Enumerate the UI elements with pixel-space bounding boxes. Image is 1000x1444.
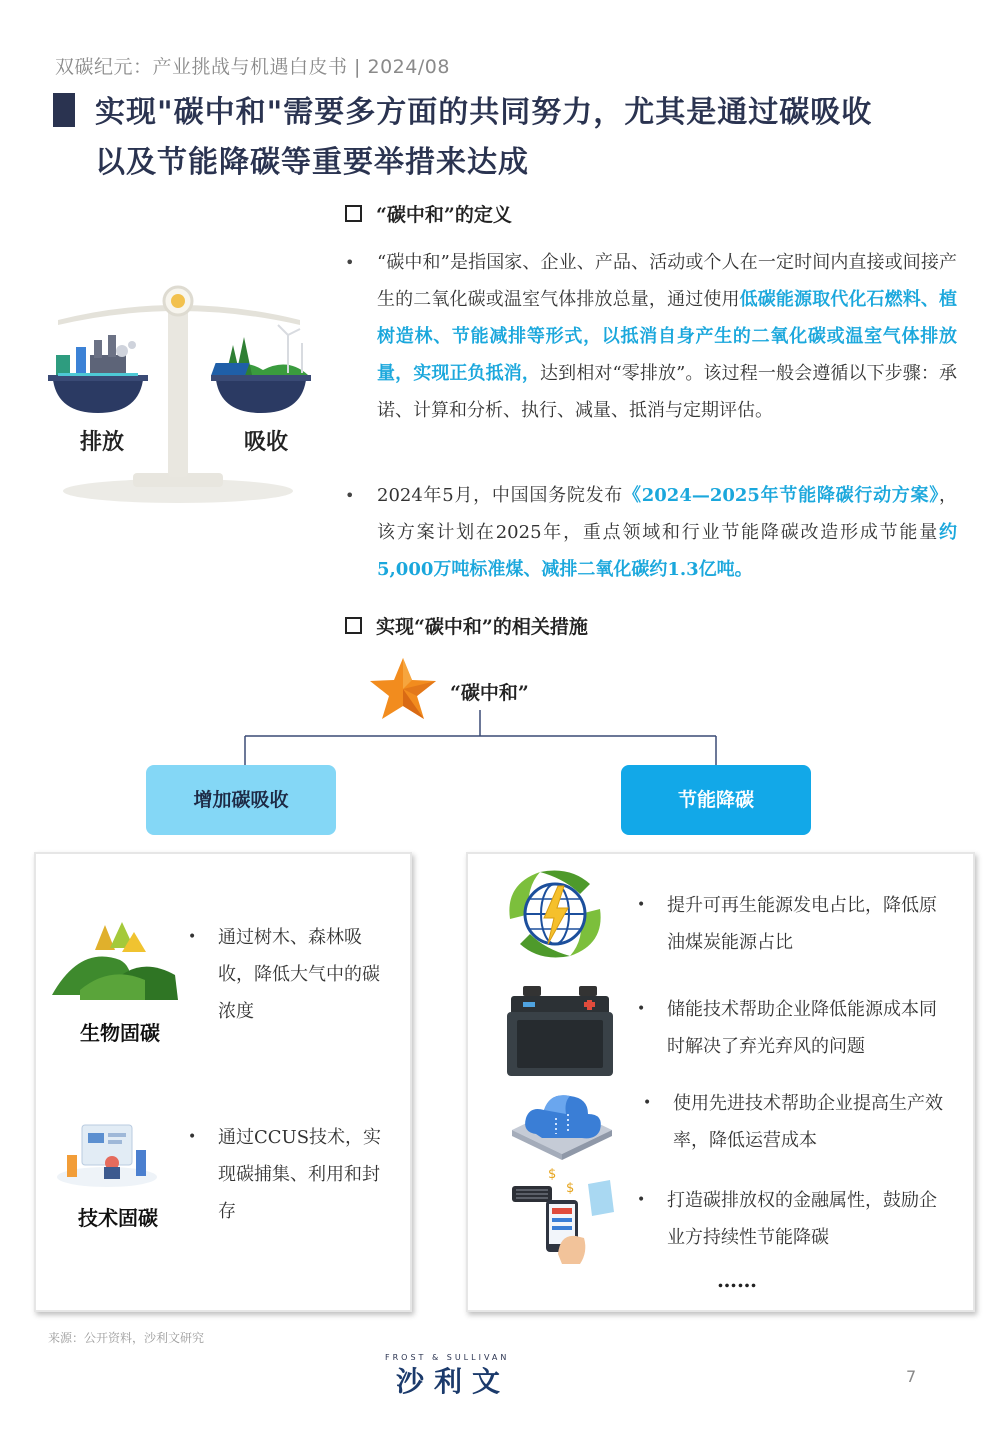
- renewable-energy-icon: [211, 325, 311, 413]
- bio-sequestration-text: • 通过树木、森林吸收，降低大气中的碳浓度: [188, 919, 393, 1030]
- definition-bullet-1: [345, 244, 957, 429]
- factory-icon: [48, 335, 148, 413]
- tree-connector: [240, 710, 720, 770]
- category-increase-absorption: 增加碳吸收: [146, 765, 336, 835]
- page-title: [95, 88, 955, 188]
- definition-text-1: “碳中和”是指国家、企业、产品、活动或个人在一定时间内直接或间接产生的二氧化碳或温室气体排放总量，通过使用: [377, 252, 957, 310]
- policy-text-2: ，该方案计划在2025年，重点领域和行业节能降碳改造形成节能量: [377, 485, 957, 543]
- logo-en-text: FROST & SULLIVAN: [385, 1353, 510, 1362]
- checkbox-square-icon: [345, 205, 362, 222]
- title-line-2: 以及节能降碳等重要举措来达成: [95, 145, 529, 180]
- bullet-dot-icon: •: [637, 1192, 646, 1208]
- logo-cn-text: 沙利文: [396, 1365, 511, 1398]
- policy-text-1: 2024年5月，中国国务院发布: [377, 485, 624, 506]
- bio-sequestration-label: 生物固碳: [80, 1021, 160, 1045]
- cloud-computing-icon: [508, 1088, 616, 1160]
- renewable-power-text: • 提升可再生能源发电占比，降低原油煤炭能源占比: [637, 887, 947, 961]
- definition-text-2: 达到相对“零排放”。该过程一般会遵循以下步骤：承诺、计算和分析、执行、减量、抵消与定期评估。: [377, 363, 958, 421]
- ccus-icon: [52, 1115, 162, 1195]
- title-line-1: 实现"碳中和"需要多方面的共同努力，尤其是通过碳吸收: [95, 95, 873, 130]
- definition-heading: [345, 200, 512, 227]
- forest-icon: [50, 920, 180, 1005]
- tree-root-label: “碳中和”: [450, 682, 529, 704]
- policy-figure-highlight: 约5,000万吨标准煤、减排二氧化碳约1.3亿吨。: [377, 522, 957, 580]
- tech-sequestration-label: 技术固碳: [78, 1206, 158, 1230]
- bullet-dot-icon: •: [643, 1095, 652, 1111]
- bullet-dot-icon: •: [637, 897, 646, 913]
- source-note: 来源：公开资料，沙利文研究: [48, 1331, 205, 1345]
- more-ellipsis: ……: [717, 1268, 757, 1292]
- running-header: 双碳纪元：产业挑战与机遇白皮书 | 2024/08: [55, 56, 450, 78]
- definition-bullet-2: [345, 477, 957, 588]
- measures-heading: [345, 612, 588, 639]
- bullet-dot-icon: •: [188, 1129, 197, 1145]
- tech-sequestration-text: • 通过CCUS技术，实现碳捕集、利用和封存: [188, 1119, 393, 1230]
- definition-highlight: 低碳能源取代化石燃料、植树造林、节能减排等形式，以抵消自身产生的二氧化碳或温室气体排放量，实现正负抵消，: [377, 289, 958, 384]
- scale-left-label: 排放: [80, 429, 125, 455]
- scale-right-label: 吸收: [244, 429, 289, 455]
- policy-title-highlight: 《2024—2025年节能降碳行动方案》: [623, 485, 939, 506]
- bullet-dot-icon: •: [345, 253, 355, 272]
- energy-storage-text: • 储能技术帮助企业降低能源成本同时解决了弃光弃风的问题: [637, 991, 947, 1065]
- bullet-dot-icon: •: [345, 486, 355, 505]
- carbon-finance-text: • 打造碳排放权的金融属性，鼓励企业方持续性节能降碳: [637, 1182, 947, 1256]
- measures-heading-text: 实现“碳中和”的相关措施: [376, 616, 588, 638]
- title-marker: [53, 93, 75, 127]
- definition-heading-text: “碳中和”的定义: [376, 204, 512, 226]
- battery-icon: [505, 984, 615, 1078]
- checkbox-square-icon: [345, 617, 362, 634]
- svg-text:$: $: [548, 1167, 557, 1182]
- advanced-tech-text: • 使用先进技术帮助企业提高生产效率，降低运营成本: [643, 1085, 943, 1159]
- category-energy-saving: 节能降碳: [621, 765, 811, 835]
- globe-energy-icon: [500, 864, 610, 964]
- bullet-dot-icon: •: [188, 929, 197, 945]
- bullet-dot-icon: •: [637, 1001, 646, 1017]
- mobile-finance-icon: [508, 1164, 618, 1266]
- balance-scale-icon: [38, 285, 328, 505]
- svg-text:$: $: [566, 1181, 575, 1196]
- page-number: 7: [906, 1367, 917, 1386]
